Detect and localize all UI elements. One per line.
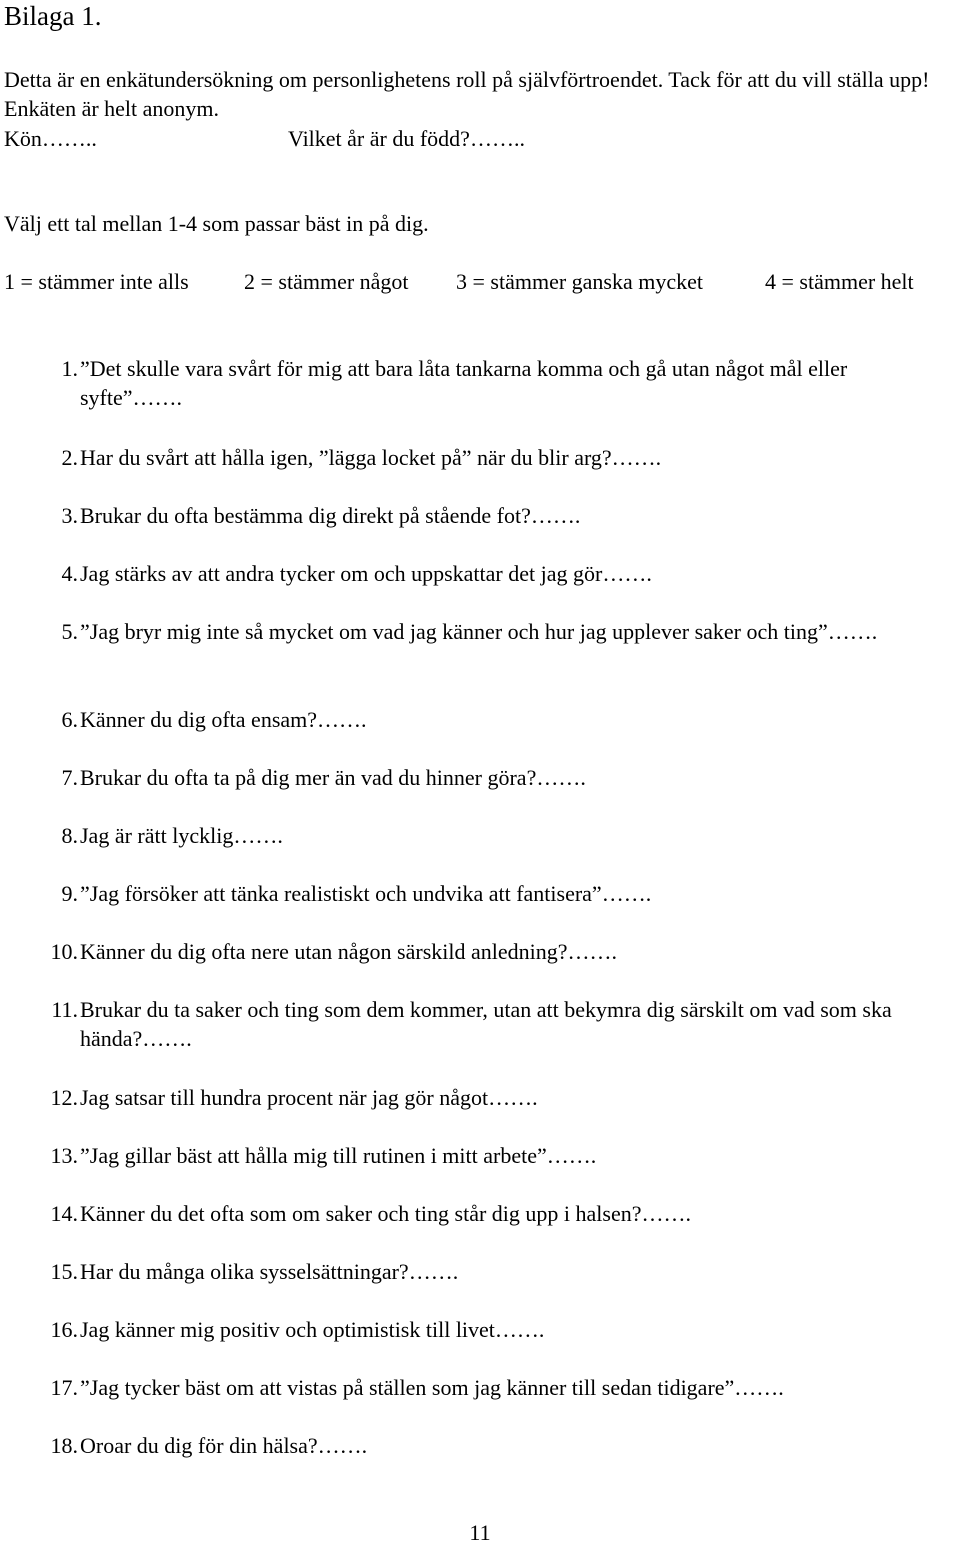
question-item: [38, 354, 928, 412]
question-item: [38, 879, 928, 908]
question-number: 10.: [50, 939, 78, 964]
question-number: 7.: [61, 765, 78, 790]
question-number: 4.: [61, 561, 78, 586]
question-text: Oroar du dig för din hälsa?…….: [80, 1433, 368, 1458]
question-number: 12.: [50, 1085, 78, 1110]
scale-option: 3 = stämmer ganska mycket: [456, 269, 704, 294]
question-item: [38, 995, 928, 1053]
question-text: Brukar du ofta bestämma dig direkt på stående fot?…….: [80, 503, 581, 528]
question-text: ”Jag bryr mig inte så mycket om vad jag känner och hur jag upplever saker och ting”…….: [80, 619, 878, 644]
question-item: [38, 443, 928, 472]
question-text: ”Jag tycker bäst om att vistas på ställen som jag känner till sedan tidigare”…….: [80, 1375, 784, 1400]
question-text: Jag satsar till hundra procent när jag gör något…….: [80, 1085, 538, 1110]
survey-intro: Detta är en enkätundersökning om personlighetens roll på självförtroendet. Tack för att du vill ställa upp! Enkäten är helt anonym.: [4, 67, 930, 121]
question-text: Jag stärks av att andra tycker om och uppskattar det jag gör…….: [80, 561, 652, 586]
question-text: Har du många olika sysselsättningar?…….: [80, 1259, 459, 1284]
scale-option: 1 = stämmer inte alls: [4, 269, 189, 294]
question-item: [38, 763, 928, 792]
gender-prompt: Kön……..: [4, 126, 97, 151]
question-item: [38, 1373, 928, 1402]
question-text: Brukar du ta saker och ting som dem kommer, utan att bekymra dig särskilt om vad som ska hända?…….: [80, 997, 892, 1051]
question-number: 18.: [50, 1433, 78, 1458]
question-item: [38, 559, 928, 588]
question-item: [38, 617, 928, 646]
question-item: [38, 1257, 928, 1286]
question-text: ”Jag försöker att tänka realistiskt och undvika att fantisera”…….: [80, 881, 652, 906]
question-item: [38, 937, 928, 966]
question-number: 9.: [61, 881, 78, 906]
page-title: Bilaga 1.: [4, 1, 102, 31]
question-item: [38, 1199, 928, 1228]
question-text: Jag är rätt lycklig…….: [80, 823, 283, 848]
birth-year-prompt: Vilket år är du född?……..: [288, 126, 525, 151]
question-item: [38, 705, 928, 734]
question-text: Jag känner mig positiv och optimistisk till livet…….: [80, 1317, 545, 1342]
page-number: 11: [469, 1520, 491, 1545]
question-number: 16.: [50, 1317, 78, 1342]
question-item: [38, 501, 928, 530]
question-text: ”Det skulle vara svårt för mig att bara låta tankarna komma och gå utan något mål eller syfte”…….: [80, 356, 848, 410]
question-number: 15.: [50, 1259, 78, 1284]
scale-option: 2 = stämmer något: [244, 269, 409, 294]
question-number: 8.: [61, 823, 78, 848]
scale-instruction: Välj ett tal mellan 1-4 som passar bäst in på dig.: [4, 211, 429, 236]
question-text: Har du svårt att hålla igen, ”lägga locket på” när du blir arg?…….: [80, 445, 662, 470]
question-text: Känner du dig ofta nere utan någon särskild anledning?…….: [80, 939, 618, 964]
question-number: 5.: [61, 619, 78, 644]
question-item: [38, 1083, 928, 1112]
question-number: 13.: [50, 1143, 78, 1168]
question-number: 14.: [50, 1201, 78, 1226]
question-number: 17.: [50, 1375, 78, 1400]
question-text: Känner du det ofta som om saker och ting står dig upp i halsen?…….: [80, 1201, 691, 1226]
question-number: 3.: [61, 503, 78, 528]
question-number: 2.: [61, 445, 78, 470]
question-item: [38, 1431, 928, 1460]
question-text: ”Jag gillar bäst att hålla mig till rutinen i mitt arbete”…….: [80, 1143, 597, 1168]
question-item: [38, 821, 928, 850]
question-number: 6.: [61, 707, 78, 732]
question-item: [38, 1141, 928, 1170]
scale-option: 4 = stämmer helt: [765, 269, 914, 294]
question-text: Känner du dig ofta ensam?…….: [80, 707, 367, 732]
question-number: 11.: [51, 997, 78, 1022]
question-text: Brukar du ofta ta på dig mer än vad du hinner göra?…….: [80, 765, 586, 790]
question-number: 1.: [61, 356, 78, 381]
question-item: [38, 1315, 928, 1344]
